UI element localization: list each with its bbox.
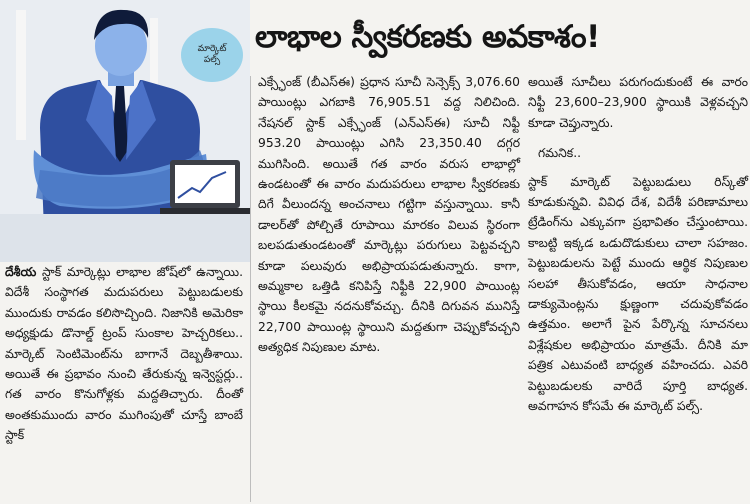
- article-headline: లాభాల స్వీకరణకు అవకాశం!: [255, 19, 600, 55]
- market-pulse-badge: [181, 28, 243, 82]
- article-paragraph-2: ఎక్స్ఛేంజ్ (బీఎస్ఈ) ప్రధాన సూచీ సెన్సెక్స్ 3,076.60 పాయింట్లు ఎగబాకి 76,905.51 వద్ద నిలిచింది. నేషనల్ స్టాక్ ఎక్స్ఛేంజ్ (ఎన్ఎస్ఈ) సూచీ నిఫ్టీ 953.20 పాయింట్లు ఎగిసి 23,350.40 దగ్గర ముగిసింది. అయితే గత వారం వరుస లాభాల్లో ఉండటంతో ఈ వారం మదుపరులు లాభాల స్వీకరణకు దిగే వీలుందన్న అంచనాలు గట్టిగా వస్తున్నాయి. కానీ డాలర్‌తో పోల్చితే రూపాయి మారకం విలువ స్థిరంగా బలపడుతుండటంతో మార్కెట్లు పరుగులు పెట్టవచ్చని కూడా పలువురు అభిప్రాయపడుతున్నారు. కాగా, అమ్మకాల ఒత్తిడి కనిపిస్తే నిఫ్టీకి 22,900 పాయింట్ల స్థాయి కీలకమై నదనుకోవచ్చు. దీనికి దిగువన మునిస్తే 22,700 పాయింట్ల స్థాయిని మద్దతుగా చెప్పుకోవచ్చని అత్యధిక నిపుణుల మాట.: [258, 75, 520, 355]
- article-paragraph-1: [5, 262, 243, 446]
- article-column-1: [5, 262, 243, 446]
- badge-line-2: పల్స్: [203, 55, 221, 65]
- column-divider: [250, 76, 251, 502]
- note-paragraph: స్టాక్ మార్కెట్ పెట్టుబడులు రిస్క్‌తో కూడుకున్నవి. వివిధ దేశ, విదేశీ పరిణామాలు ట్రేడింగ్‌ను ఎక్కువగా ప్రభావితం చేస్తుంటాయి. కాబట్టి ఇక్కడ ఒడుదొడుకులు చాలా సహజం. పెట్టుబడులను పెట్టే ముందు ఆర్థిక నిపుణుల సలహా తీసుకోవడం, ఆయా సాధనాల డాక్యుమెంట్లను క్షుణ్ణంగా చదువుకోవడం ఉత్తమం. అలాగే పైన పేర్కొన్న సూచనలు విశ్లేషకుల అభిప్రాయం మాత్రమే. దీనికి మా పత్రిక ఎటువంటి బాధ్యత వహించదు. ఎవరి పెట్టుబడులకు వారిదే పూర్తి బాధ్యత. అవగాహన కోసమే ఈ మార్కెట్ పల్స్.: [528, 174, 748, 414]
- article-paragraph-1-text: స్టాక్ మార్కెట్లు లాభాల జోష్‌లో ఉన్నాయి. విదేశీ సంస్థాగత మదుపరులు పెట్టుబడులకు ముందుకు రావడం కలిసొచ్చింది. నిజానికి అమెరికా అధ్యక్షుడు డొనాల్డ్ ట్రంప్ సుంకాల హెచ్చరికలు.. మార్కెట్ సెంటిమెంట్‌ను బాగానే దెబ్బతీశాయి. అయితే ఈ ప్రభావం నుంచి తేరుకున్న ఇన్వెస్టర్లు.. గత వారం కొనుగోళ్లకు మద్దతిచ్చారు. దీంతో అంతకుముందు వారం ముగింపుతో చూస్తే బాంబే స్టాక్: [5, 265, 243, 443]
- note-subheading: గమనిక..: [538, 146, 582, 161]
- article-column-2: [258, 72, 520, 358]
- article-lead-word: దేశీయ: [5, 265, 37, 279]
- badge-line-1: మార్కెట్: [197, 44, 227, 54]
- article-column-3: [528, 72, 748, 417]
- article-paragraph-3: అయితే సూచీలు పరుగందుకుంటే ఈ వారం నిఫ్టీ 23,600–23,900 స్థాయికి వెళ్లవచ్చని కూడా చెప్తున్నారు.: [528, 75, 748, 130]
